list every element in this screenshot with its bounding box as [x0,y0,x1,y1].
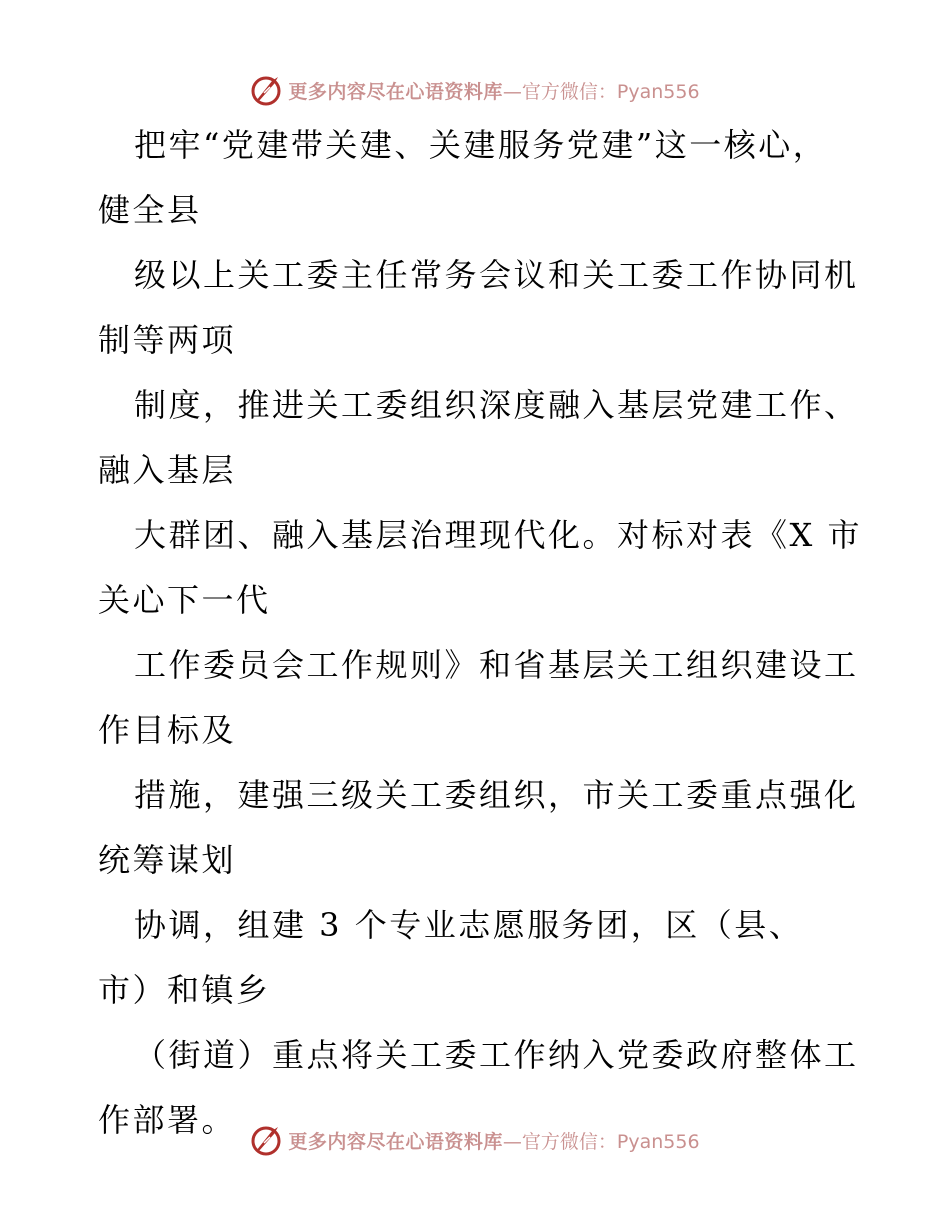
header-banner-contact: —官方微信：Pyan556 [502,80,700,103]
body-line: 融入基层 [98,451,237,489]
body-line: 制度，推进关工委组织深度融入基层党建工作、 [134,386,859,424]
body-line: 制等两项 [98,321,237,359]
header-banner-text: 更多内容尽在心语资料库 [288,80,503,103]
body-line: 措施，建强三级关工委组织，市关工委重点强化 [134,776,859,814]
body-line: 统筹谋划 [98,841,237,879]
header-banner [0,70,950,110]
body-line: 级以上关工委主任常务会议和关工委工作协同机 [134,256,859,294]
footer-banner [0,1120,950,1160]
footer-banner-text: 更多内容尽在心语资料库 [288,1130,503,1153]
body-line: 作目标及 [98,711,237,749]
document-body [98,120,888,1160]
body-line: 大群团、融入基层治理现代化。对标对表《X 市 [134,516,862,554]
quill-pen-logo-icon [250,1123,284,1157]
body-line: 工作委员会工作规则》和省基层关工组织建设工 [134,646,859,684]
body-line: 把牢“党建带关建、关建服务党建”这一核心， [134,126,828,164]
body-line: 市）和镇乡 [98,971,271,1009]
quill-pen-logo-icon [250,73,284,107]
footer-banner-contact: —官方微信：Pyan556 [502,1130,700,1153]
body-line: （街道）重点将关工委工作纳入党委政府整体工 [134,1036,859,1074]
body-line: 关心下一代 [98,581,271,619]
body-line: 协调，组建 3 个专业志愿服务团，区（县、 [134,906,804,944]
body-line: 健全县 [98,191,202,229]
body-line: 作部署。 [98,1101,237,1139]
